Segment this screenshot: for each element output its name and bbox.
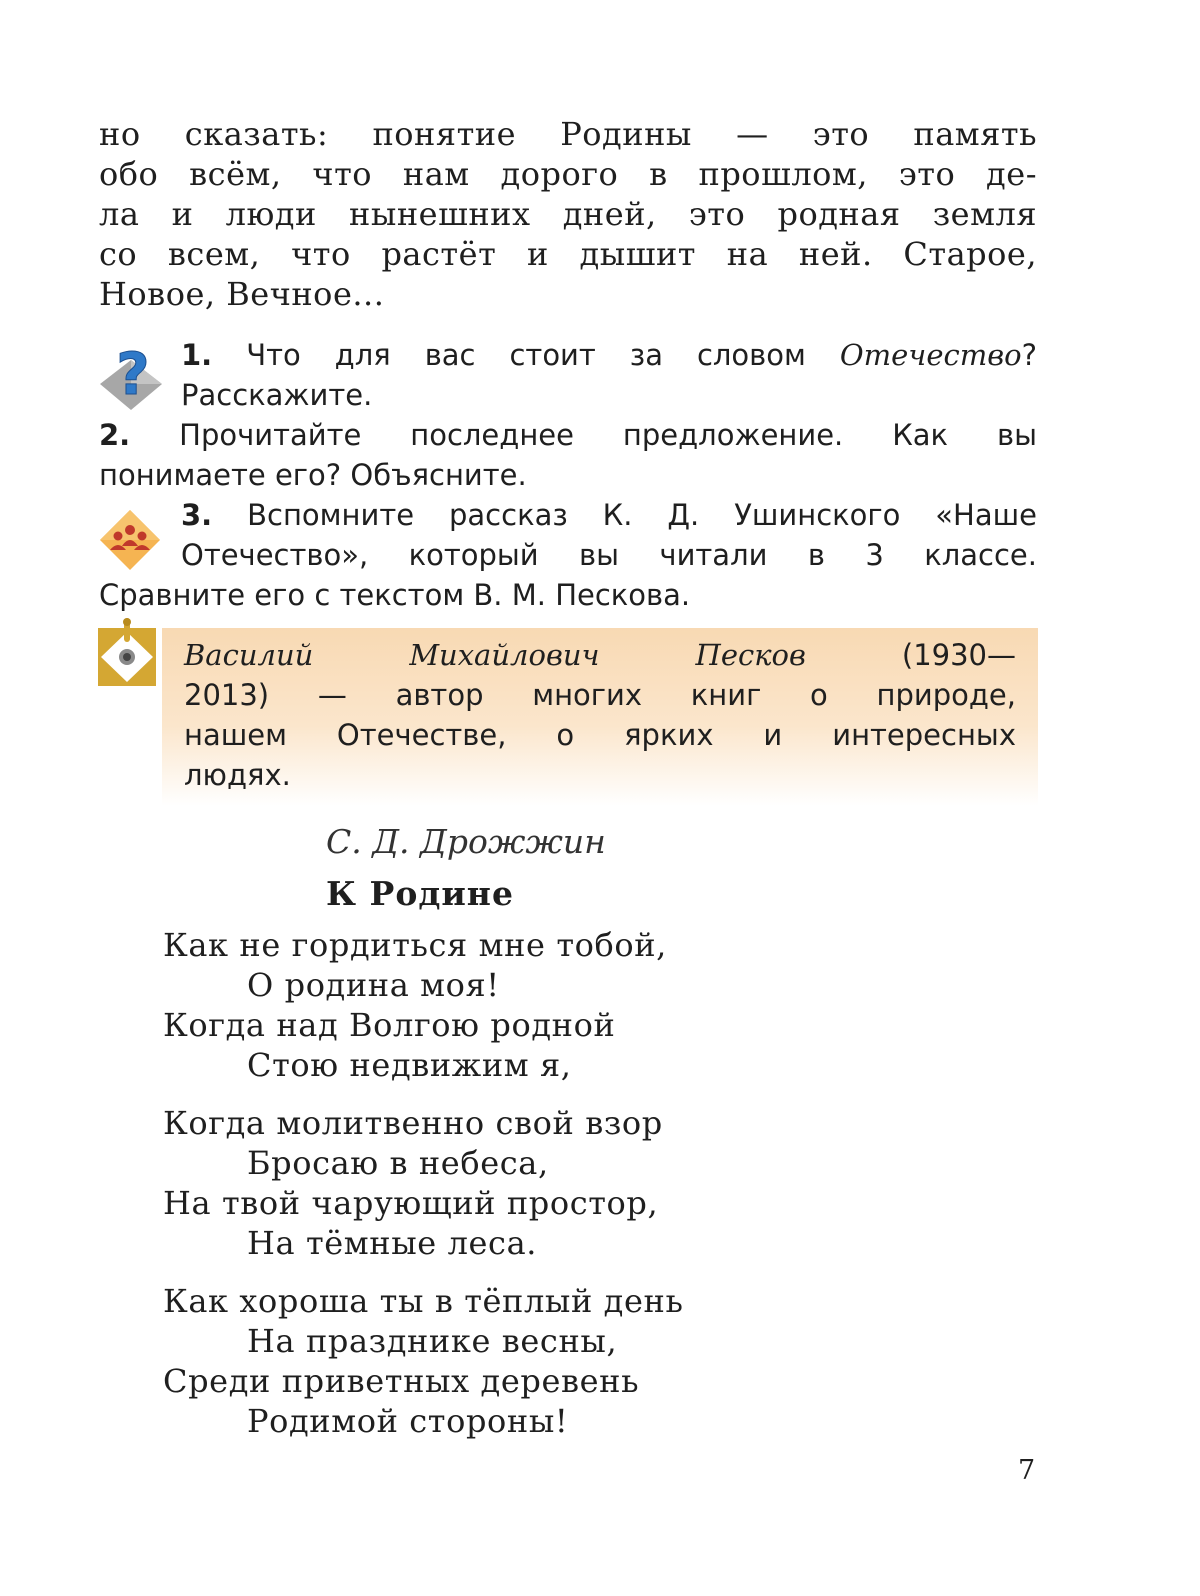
- question-3-line-3: Сравните его с текстом В. М. Пескова.: [99, 578, 691, 612]
- poem-author: С. Д. Дрожжин: [326, 822, 606, 861]
- question-2-line: [99, 415, 1037, 455]
- author-note: [184, 635, 1016, 795]
- info-bulb-icon: [98, 618, 158, 686]
- poem-line: Бросаю в небеса,: [247, 1144, 549, 1182]
- poem-line: Как не гордиться мне тобой,: [163, 926, 667, 964]
- poem-line: На твой чарующий простор,: [163, 1184, 659, 1222]
- prose-line: со всем, что растёт и дышит на ней. Старое,: [99, 235, 1037, 273]
- prose-line: но сказать: понятие Родины — это память: [99, 115, 1037, 153]
- question-1-line-2: Расскажите.: [181, 378, 373, 412]
- question-text: Вспомните рассказ К. Д. Ушинского «Наше: [247, 498, 1037, 532]
- poem-stanza: [163, 925, 683, 1085]
- question-1-line: [99, 335, 1037, 375]
- question-mark: ?: [1021, 338, 1037, 372]
- poem-line: Стою недвижим я,: [247, 1046, 572, 1084]
- question-3-line-2: Отечество», который вы читали в 3 классе.: [181, 538, 1037, 572]
- poem-line: О родина моя!: [247, 966, 500, 1004]
- author-name: Василий Михайлович Песков: [184, 638, 806, 672]
- poem-stanza: [163, 1281, 683, 1441]
- prose-line: обо всём, что нам дорого в прошлом, это де-: [99, 155, 1037, 193]
- page-number: 7: [1018, 1455, 1036, 1486]
- poem-stanza: [163, 1103, 683, 1263]
- poem-line: Как хороша ты в тёплый день: [163, 1282, 684, 1320]
- poem-title: К Родине: [326, 874, 514, 913]
- questions-block: [99, 335, 1037, 615]
- author-years: (1930—: [901, 638, 1017, 672]
- prose-line: Новое, Вечное...: [99, 275, 385, 313]
- question-text: Прочитайте последнее предложение. Как вы: [179, 418, 1037, 452]
- poem-line: Среди приветных деревень: [163, 1362, 640, 1400]
- poem-line: На тёмные леса.: [247, 1224, 538, 1262]
- poem-line: Родимой стороны!: [247, 1402, 569, 1440]
- svg-text:?: ?: [116, 340, 150, 408]
- prose-paragraph: [99, 114, 1037, 314]
- author-note-line: [184, 635, 1016, 675]
- question-number: 1.: [181, 338, 213, 372]
- author-note-line: людях.: [184, 758, 291, 792]
- question-number: 2.: [99, 418, 131, 452]
- prose-line: ла и люди нынешних дней, это родная земля: [99, 195, 1037, 233]
- question-3-line: [99, 495, 1037, 535]
- italic-word: Отечество: [839, 338, 1022, 372]
- poem-line: На празднике весны,: [247, 1322, 618, 1360]
- poem-line: Когда молитвенно свой взор: [163, 1104, 663, 1142]
- question-text: Что для вас стоит за словом: [246, 338, 806, 372]
- poem-line: Когда над Волгою родной: [163, 1006, 616, 1044]
- author-note-line: нашем Отечестве, о ярких и интересных: [184, 718, 1016, 752]
- question-2-line-2: понимаете его? Объясните.: [99, 458, 527, 492]
- question-number: 3.: [181, 498, 213, 532]
- group-discussion-icon: [98, 508, 162, 572]
- poem-body: [163, 925, 683, 1459]
- author-note-line: 2013) — автор многих книг о природе,: [184, 678, 1016, 712]
